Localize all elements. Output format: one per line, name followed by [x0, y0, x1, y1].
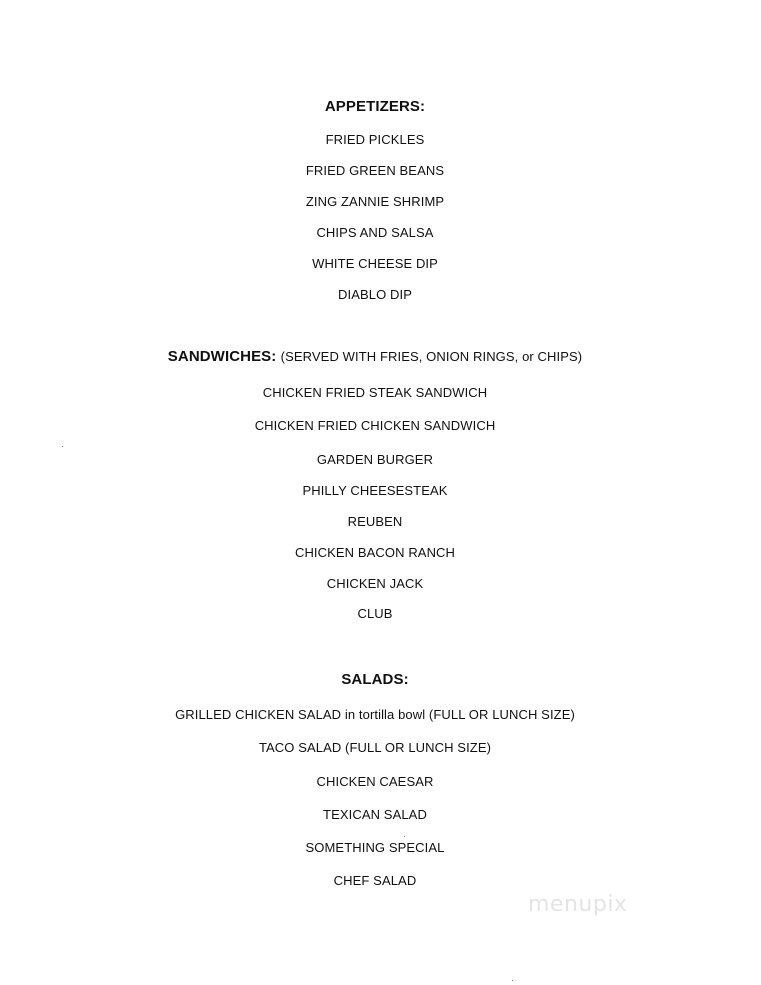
menu-item: WHITE CHEESE DIP: [312, 256, 438, 271]
salads-heading: SALADS:: [341, 671, 409, 688]
menu-item: FRIED PICKLES: [325, 132, 425, 147]
sandwiches-note: (SERVED WITH FRIES, ONION RINGS, or CHIPS): [280, 349, 583, 364]
sandwiches-title: SANDWICHES:: [167, 348, 277, 365]
menu-item: DIABLO DIP: [338, 287, 412, 302]
scan-speck: [62, 446, 63, 447]
menu-item: CHICKEN FRIED STEAK SANDWICH: [262, 385, 488, 400]
scan-speck: [404, 836, 405, 837]
appetizers-heading: APPETIZERS:: [324, 98, 426, 115]
menu-item: PHILLY CHEESESTEAK: [302, 483, 448, 498]
menu-item: SOMETHING SPECIAL: [305, 840, 445, 855]
menu-item: CHEF SALAD: [333, 873, 417, 888]
menu-item: CHICKEN JACK: [326, 576, 424, 591]
scan-speck: [512, 980, 513, 981]
menu-item: ZING ZANNIE SHRIMP: [305, 194, 445, 209]
sandwiches-heading: [0, 348, 750, 366]
menu-item: TEXICAN SALAD: [323, 807, 427, 822]
menu-item: CHICKEN FRIED CHICKEN SANDWICH: [254, 418, 496, 433]
menu-item: GRILLED CHICKEN SALAD in tortilla bowl (FULL OR LUNCH SIZE): [175, 707, 575, 722]
menu-item: CHICKEN CAESAR: [316, 774, 434, 789]
menu-item: CHIPS AND SALSA: [316, 225, 434, 240]
menu-item: REUBEN: [347, 514, 403, 529]
menu-item: CLUB: [357, 606, 393, 621]
menupix-watermark: menupix: [528, 892, 628, 917]
menu-item: FRIED GREEN BEANS: [305, 163, 445, 178]
menu-item: CHICKEN BACON RANCH: [294, 545, 456, 560]
menu-item: TACO SALAD (FULL OR LUNCH SIZE): [258, 740, 492, 755]
menu-item: GARDEN BURGER: [316, 452, 434, 467]
